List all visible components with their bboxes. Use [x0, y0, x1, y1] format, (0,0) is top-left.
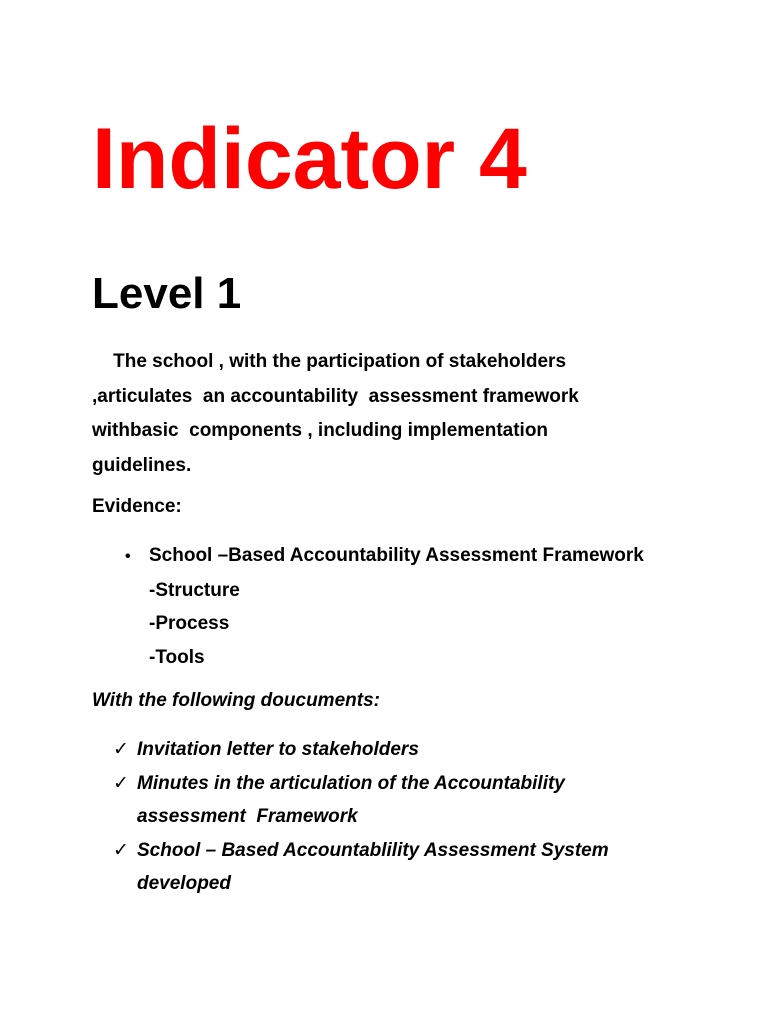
list-item	[125, 539, 644, 574]
sub-item-process: -Process	[149, 613, 230, 634]
check-icon: ✓	[113, 838, 129, 861]
checklist-text	[137, 834, 609, 901]
checklist-line: Minutes in the articulation of the Accountability	[137, 772, 565, 794]
description-paragraph	[92, 345, 579, 483]
sub-item-tools: -Tools	[149, 646, 205, 668]
paragraph-line: guidelines.	[92, 454, 192, 476]
checklist-item	[113, 834, 609, 901]
bullet-icon: •	[125, 548, 131, 565]
evidence-list	[125, 539, 644, 674]
checklist-item	[113, 767, 609, 834]
paragraph-line: ,articulates an accountability assessment framework	[92, 385, 579, 407]
checklist-line: developed	[137, 873, 231, 894]
checklist-line: Invitation letter to stakeholders	[137, 739, 419, 760]
checklist-text	[137, 767, 565, 834]
documents-checklist	[113, 733, 609, 901]
evidence-label: Evidence:	[92, 496, 182, 517]
sub-item-structure: -Structure	[149, 579, 240, 601]
paragraph-line: withbasic components , including implementation	[92, 420, 549, 441]
documents-heading: With the following doucuments:	[92, 690, 380, 711]
checklist-line: School – Based Accountablility Assessment System	[137, 839, 609, 861]
checklist-text	[137, 733, 419, 767]
checklist-item	[113, 733, 609, 767]
level-heading: Level 1	[92, 269, 242, 318]
paragraph-line: The school , with the participation of stakeholders	[92, 351, 567, 372]
check-icon: ✓	[113, 771, 129, 794]
page-title: Indicator 4	[92, 111, 527, 207]
checklist-line: assessment Framework	[137, 806, 358, 827]
bullet-text: School –Based Accountability Assessment Framework	[149, 545, 644, 566]
check-icon: ✓	[113, 738, 129, 760]
